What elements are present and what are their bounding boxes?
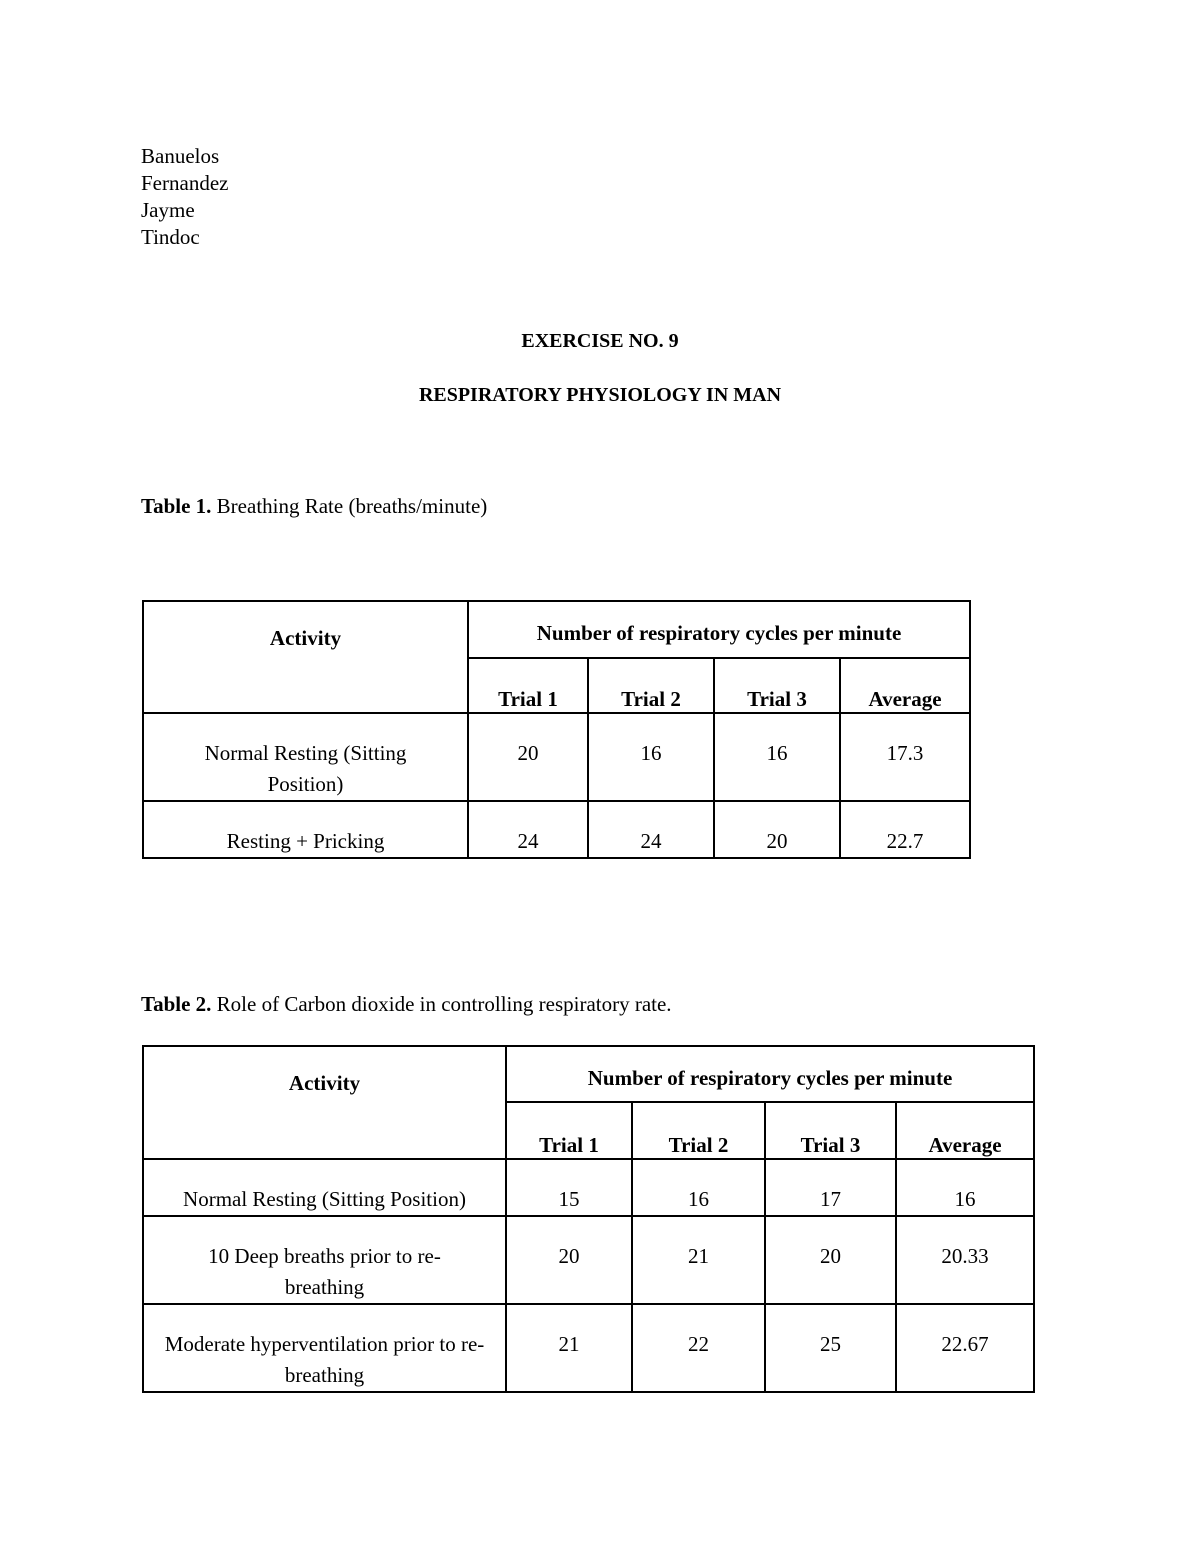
value-cell: 22.7 — [840, 801, 970, 858]
value-cell: 24 — [588, 801, 714, 858]
table1-caption-label: Table 1. — [141, 494, 212, 518]
column-header: Average — [840, 658, 970, 713]
column-header: Trial 2 — [632, 1102, 765, 1159]
table1-caption — [141, 494, 487, 519]
author-list — [141, 143, 228, 251]
table2-caption-label: Table 2. — [141, 992, 212, 1016]
value-cell: 22.67 — [896, 1304, 1034, 1392]
value-cell: 20.33 — [896, 1216, 1034, 1304]
author-name: Fernandez — [141, 171, 229, 195]
table-row — [143, 1216, 1034, 1304]
value-cell: 21 — [632, 1216, 765, 1304]
activity-header: Activity — [143, 1046, 506, 1159]
table-row — [143, 1159, 1034, 1216]
column-header: Trial 2 — [588, 658, 714, 713]
subject-title: RESPIRATORY PHYSIOLOGY IN MAN — [418, 384, 782, 406]
value-cell: 16 — [896, 1159, 1034, 1216]
value-cell: 24 — [468, 801, 588, 858]
column-header: Average — [896, 1102, 1034, 1159]
column-header: Trial 1 — [468, 658, 588, 713]
activity-cell: 10 Deep breaths prior to re-breathing — [143, 1216, 506, 1304]
value-cell: 17 — [765, 1159, 896, 1216]
exercise-title: EXERCISE NO. 9 — [521, 330, 679, 352]
activity-cell: Resting + Pricking — [143, 801, 468, 858]
table2-caption — [141, 992, 672, 1017]
value-cell: 25 — [765, 1304, 896, 1392]
author-name: Banuelos — [141, 144, 220, 168]
table-row — [143, 1304, 1034, 1392]
value-cell: 16 — [714, 713, 840, 801]
group-header: Number of respiratory cycles per minute — [468, 601, 970, 658]
value-cell: 16 — [632, 1159, 765, 1216]
value-cell: 20 — [468, 713, 588, 801]
table1-caption-text: Breathing Rate (breaths/minute) — [211, 494, 488, 518]
value-cell: 20 — [765, 1216, 896, 1304]
table-row — [143, 713, 970, 801]
column-header: Trial 1 — [506, 1102, 632, 1159]
activity-cell: Moderate hyperventilation prior to re-breathing — [143, 1304, 506, 1392]
table2-caption-text: Role of Carbon dioxide in controlling respiratory rate. — [211, 992, 672, 1016]
column-header: Trial 3 — [714, 658, 840, 713]
author-name: Jayme — [141, 198, 195, 222]
value-cell: 16 — [588, 713, 714, 801]
value-cell: 17.3 — [840, 713, 970, 801]
activity-cell: Normal Resting (Sitting Position) — [143, 713, 468, 801]
breathing-rate-table — [142, 600, 971, 859]
value-cell: 22 — [632, 1304, 765, 1392]
value-cell: 20 — [506, 1216, 632, 1304]
column-header: Trial 3 — [765, 1102, 896, 1159]
carbon-dioxide-table — [142, 1045, 1035, 1393]
value-cell: 20 — [714, 801, 840, 858]
activity-cell: Normal Resting (Sitting Position) — [143, 1159, 506, 1216]
author-name: Tindoc — [141, 225, 200, 249]
value-cell: 15 — [506, 1159, 632, 1216]
value-cell: 21 — [506, 1304, 632, 1392]
group-header: Number of respiratory cycles per minute — [506, 1046, 1034, 1102]
activity-header: Activity — [143, 601, 468, 713]
table-row — [143, 801, 970, 858]
